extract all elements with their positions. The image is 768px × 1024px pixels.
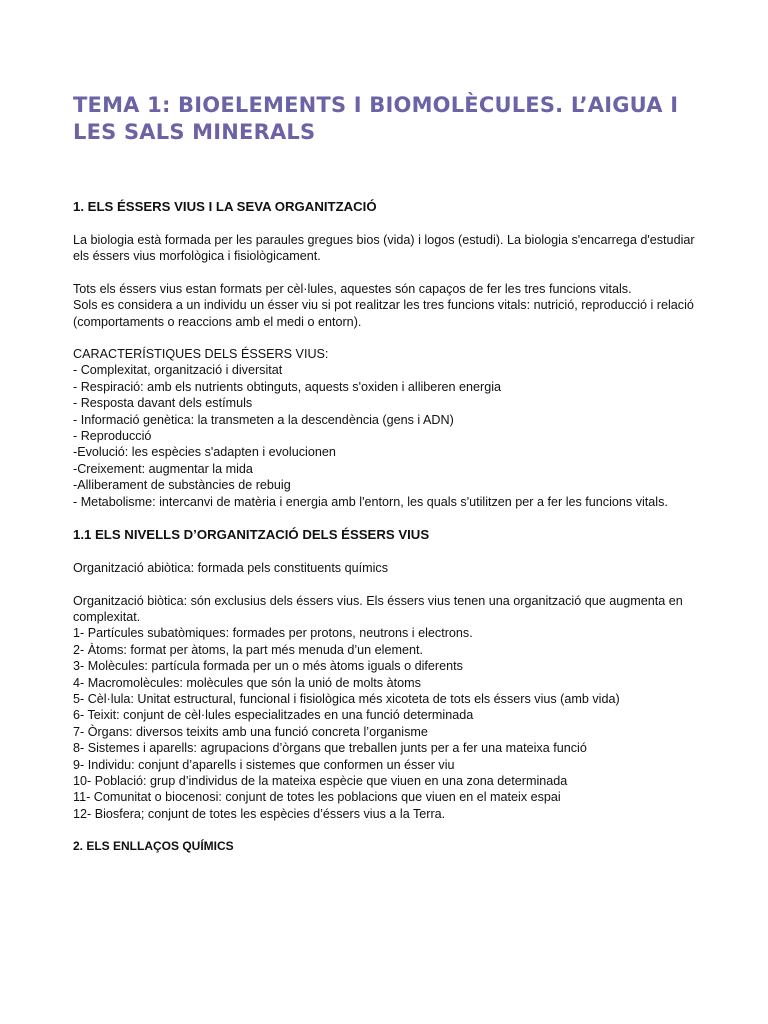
document-page (73, 92, 713, 854)
characteristics-list (73, 362, 713, 510)
organization-levels-list (73, 625, 713, 822)
list-item: 7- Òrgans: diversos teixits amb una funció concreta l’organisme (73, 724, 428, 739)
list-item: - Resposta davant dels estímuls (73, 396, 253, 411)
list-item: 8- Sistemes i aparells: agrupacions d’òrgans que treballen junts per a fer una mateixa funció (73, 741, 587, 756)
list-item: - Respiració: amb els nutrients obtinguts, aquests s'oxiden i alliberen energia (73, 379, 502, 394)
abiotic-organization: Organització abiòtica: formada pels constituents químics (73, 561, 388, 576)
section-1-1-heading: 1.1 ELS NIVELLS D’ORGANITZACIÓ DELS ÉSSERS VIUS (73, 527, 430, 543)
list-item: -Creixement: augmentar la mida (73, 461, 253, 476)
list-item: - Reproducció (73, 429, 152, 444)
list-item: 4- Macromolècules: molècules que són la unió de molts àtoms (73, 675, 421, 690)
section-1-paragraph-2a: Tots els éssers vius estan formats per cèl·lules, aquestes són capaços de fer les tres funcions vitals. (73, 281, 632, 296)
section-1-paragraph-2b: Sols es considera a un individu un ésser viu si pot realitzar les tres funcions vitals: nutrició, reproducció i relació (comportaments o reaccions amb el medi o entorn). (73, 298, 694, 329)
list-item: 5- Cèl·lula: Unitat estructural, funcional i fisiològica més xicoteta de tots els éssers vius (amb vida) (73, 691, 620, 706)
section-2-heading: 2. ELS ENLLAÇOS QUÍMICS (73, 839, 234, 854)
list-item: - Complexitat, organització i diversitat (73, 363, 283, 378)
list-item: 1- Partícules subatòmiques: formades per protons, neutrons i electrons. (73, 626, 473, 641)
list-item: 3- Molècules: partícula formada per un o més àtoms iguals o diferents (73, 659, 463, 674)
section-1-paragraph-1: La biologia està formada per les paraules gregues bios (vida) i logos (estudi). La biologia s'encarrega d'estudiar els éssers vius morfològica i fisiològicament. (73, 233, 695, 264)
characteristics-title: CARACTERÍSTIQUES DELS ÉSSERS VIUS: (73, 347, 329, 362)
section-1-heading: 1. ELS ÉSSERS VIUS I LA SEVA ORGANITZACIÓ (73, 199, 377, 214)
list-item: 10- Població: grup d’individus de la mateixa espècie que viuen en una zona determinada (73, 773, 568, 788)
document-title: TEMA 1: BIOELEMENTS I BIOMOLÈCULES. L’AIGUA I LES SALS MINERALS (73, 93, 679, 144)
list-item: 9- Individu: conjunt d’aparells i sistemes que conformen un ésser viu (73, 757, 455, 772)
list-item: 6- Teixit: conjunt de cèl·lules especialitzades en una funció determinada (73, 708, 474, 723)
biotic-organization: Organització biòtica: són exclusius dels éssers vius. Els éssers vius tenen una organització que augmenta en complexitat. (73, 593, 683, 624)
list-item: -Evolució: les espècies s'adapten i evolucionen (73, 445, 336, 460)
list-item: - Metabolisme: intercanvi de matèria i energia amb l'entorn, les quals s'utilitzen per a fer les funcions vitals. (73, 494, 668, 509)
list-item: 11- Comunitat o biocenosi: conjunt de totes les poblacions que viuen en el mateix espai (73, 790, 561, 805)
list-item: 2- Àtoms: format per àtoms, la part més menuda d’un element. (73, 642, 423, 657)
list-item: -Alliberament de substàncies de rebuig (73, 478, 291, 493)
list-item: 12- Biosfera; conjunt de totes les espècies d’éssers vius a la Terra. (73, 806, 446, 821)
list-item: - Informació genètica: la transmeten a la descendència (gens i ADN) (73, 412, 454, 427)
